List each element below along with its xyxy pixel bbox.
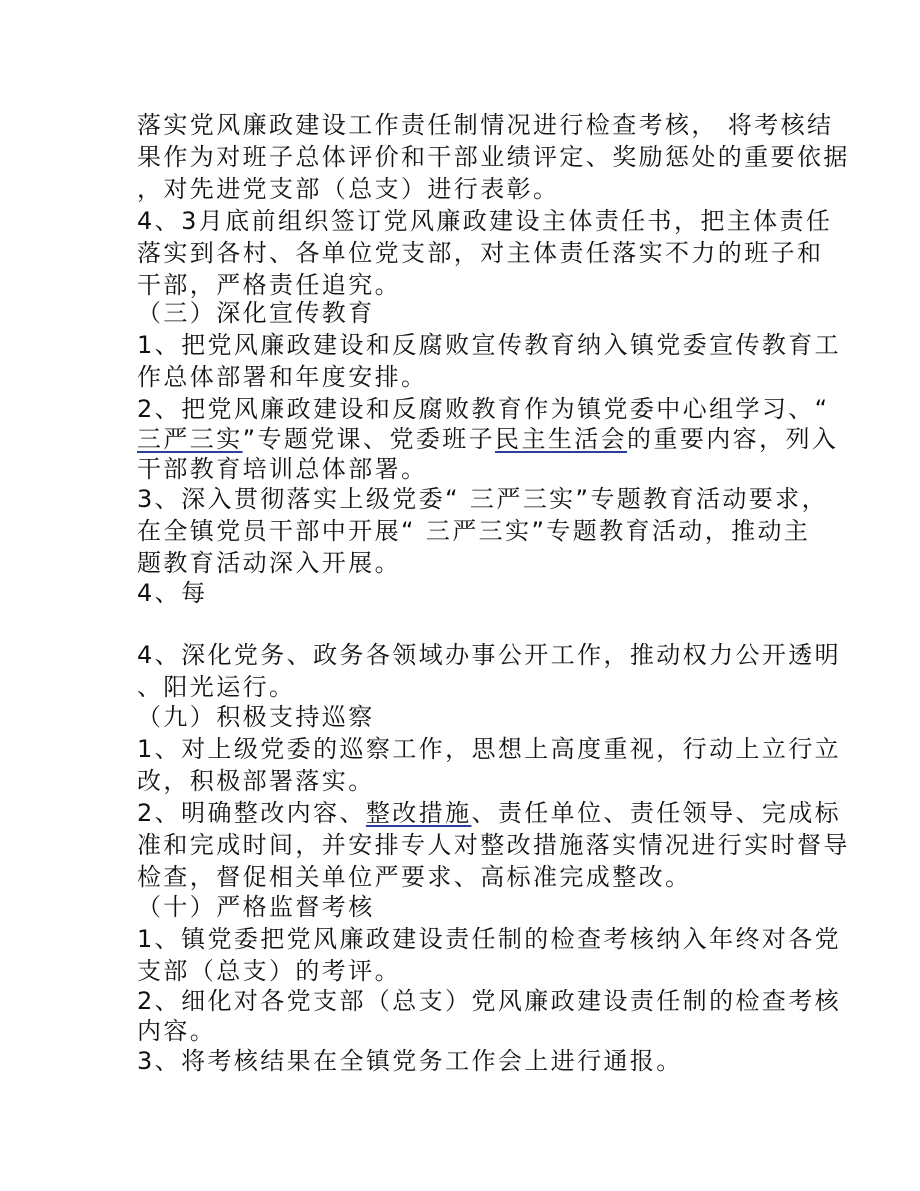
text-line: 4、3月底前组织签订党风廉政建设主体责任书，把主体责任 [137,207,833,235]
text-line: 果作为对班子总体评价和干部业绩评定、奖励惩处的重要依据 [137,143,850,171]
text-line: 2、把党风廉政建设和反腐败教育作为镇党委中心组学习、“ [137,395,830,423]
text-line: 准和完成时间，并安排专人对整改措施落实情况进行实时督导 [137,831,850,859]
text-line: 4、深化党务、政务各领域办事公开工作，推动权力公开透明 [137,641,842,669]
section-heading: （三）深化宣传教育 [137,299,375,327]
text-line-with-links [137,798,841,828]
text-line: 4、每 [137,579,208,607]
text-line: 3、将考核结果在全镇党务工作会上进行通报。 [137,1047,683,1075]
text-line: 支部（总支）的考评。 [137,957,401,985]
text-line: 落实到各村、各单位党支部，对主体责任落实不力的班子和 [137,239,824,267]
link-sanyansanshi[interactable]: 三严三实 [137,425,243,453]
text-line: 1、对上级党委的巡察工作，思想上高度重视，行动上立行立 [137,735,842,763]
text-line: 1、镇党委把党风廉政建设责任制的检查考核纳入年终对各党 [137,925,842,953]
text-line: 3、深入贯彻落实上级党委“ 三严三实”专题教育活动要求， [137,485,828,513]
text-line: 干部，严格责任追究。 [137,271,401,299]
text-fragment: 2、明确整改内容、 [137,799,366,827]
text-line: 检查，督促相关单位严要求、高标准完成整改。 [137,863,692,891]
text-line-with-links [137,424,838,454]
link-minzhu-shenghuohui[interactable]: 民主生活会 [495,425,628,453]
text-line: 题教育活动深入开展。 [137,549,401,577]
text-line: 在全镇党员干部中开展“ 三严三实”专题教育活动，推动主 [137,517,811,545]
text-line: 1、把党风廉政建设和反腐败宣传教育纳入镇党委宣传教育工 [137,331,842,359]
text-line: 改，积极部署落实。 [137,767,375,795]
link-zhenggai-cuoshi[interactable]: 整改措施 [365,799,472,827]
section-heading: （九）积极支持巡察 [137,703,375,731]
text-line: 干部教育培训总体部署。 [137,455,428,483]
text-line: 内容。 [137,1017,217,1045]
text-line: 2、细化对各党支部（总支）党风廉政建设责任制的检查考核 [137,987,842,1015]
text-fragment: 的重要内容，列入 [627,425,839,453]
text-fragment: 、责任单位、责任领导、完成标 [471,799,842,827]
text-line: 作总体部署和年度安排。 [137,363,428,391]
text-line: 落实党风廉政建设工作责任制情况进行检查考核， 将考核结 [137,111,834,139]
section-heading: （十）严格监督考核 [137,893,375,921]
text-line: ，对先进党支部（总支）进行表彰。 [137,175,560,203]
text-line: 、阳光运行。 [137,673,296,701]
text-fragment: ”专题党课、党委班子 [242,425,496,453]
